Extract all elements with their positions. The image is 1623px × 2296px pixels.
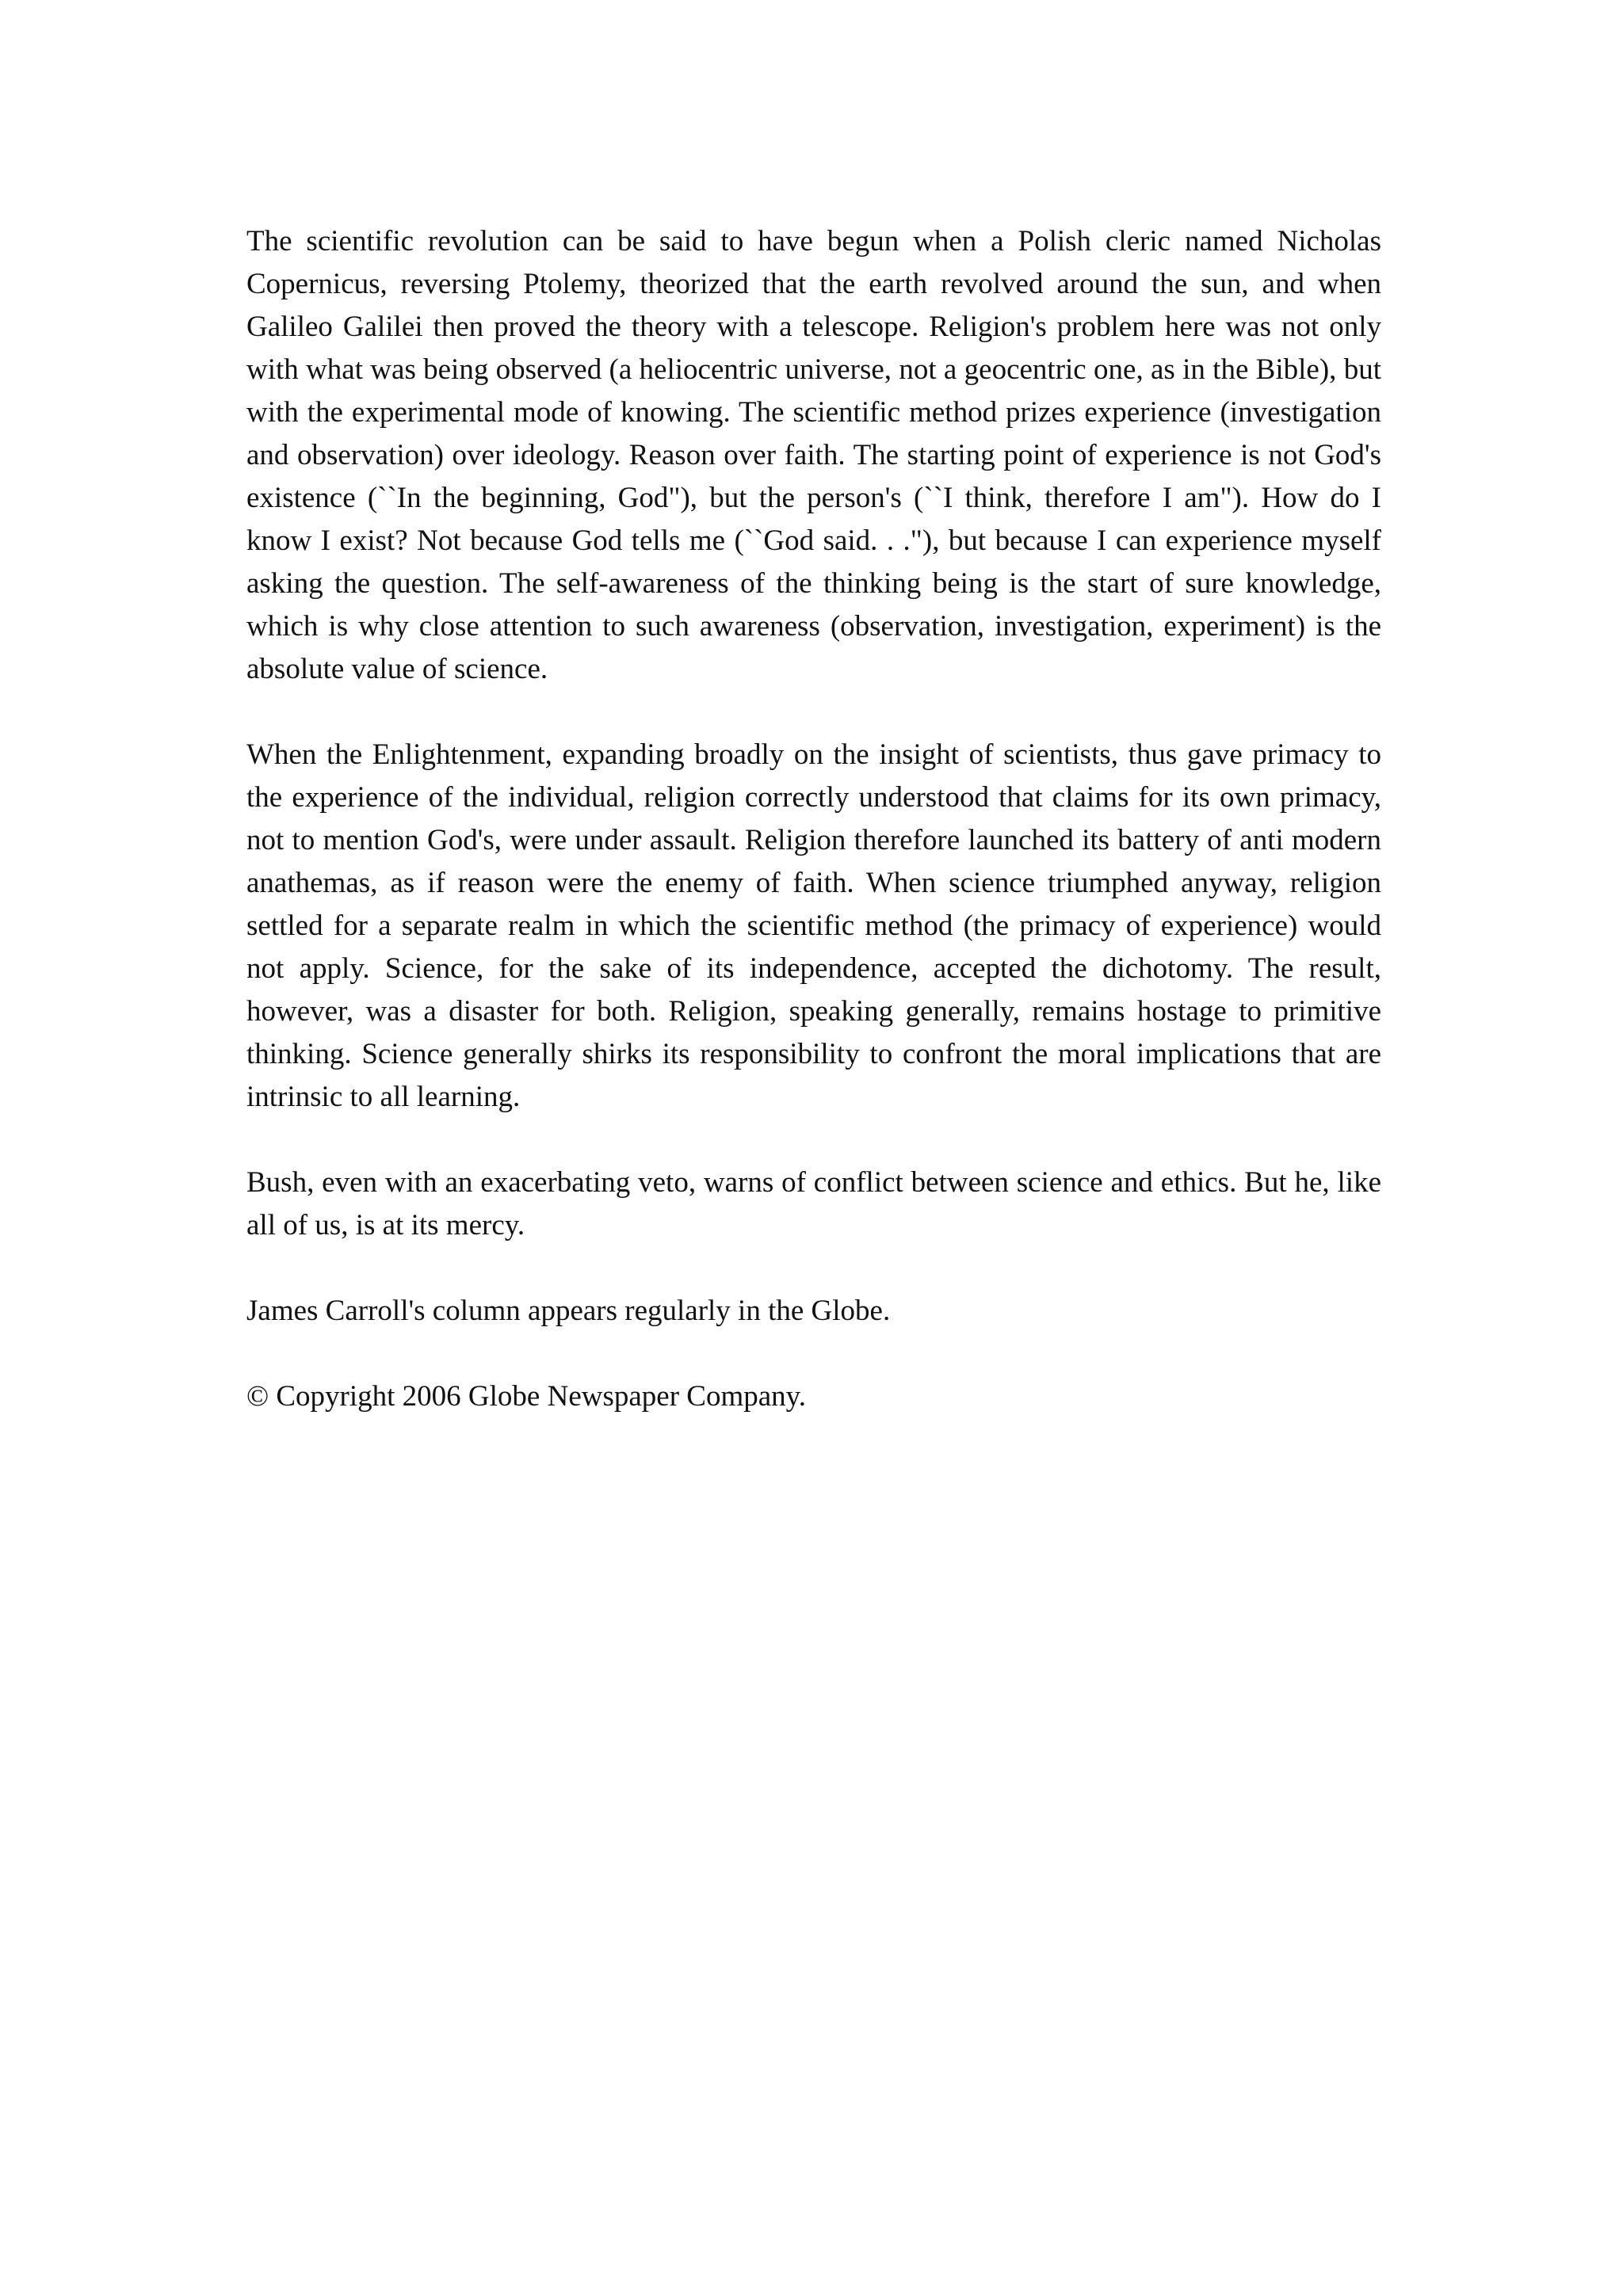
copyright-notice: © Copyright 2006 Globe Newspaper Company. <box>246 1380 806 1413</box>
article-body <box>246 220 1381 1418</box>
paragraph-bush-veto: Bush, even with an exacerbating veto, warns of conflict between science and ethics. But he, like all of us, is at its mercy. <box>246 1166 1381 1241</box>
author-note: James Carroll's column appears regularly in the Globe. <box>246 1295 891 1327</box>
paragraph-enlightenment: When the Enlightenment, expanding broadly on the insight of scientists, thus gave primacy to the experience of the individual, religion correctly understood that claims for its own primacy, not to mention God's, were under assault. Religion therefore launched its battery of anti modern anathemas, as if reason were the enemy of faith. When science triumphed anyway, religion settled for a separate realm in which the scientific method (the primacy of experience) would not apply. Science, for the sake of its independence, accepted the dichotomy. The result, however, was a disaster for both. Religion, speaking generally, remains hostage to primitive thinking. Science generally shirks its responsibility to confront the moral implications that are intrinsic to all learning. <box>246 738 1381 1113</box>
paragraph-scientific-revolution: The scientific revolution can be said to have begun when a Polish cleric named Nicholas Copernicus, reversing Ptolemy, theorized that the earth revolved around the sun, and when Galileo Galilei then proved the theory with a telescope. Religion's problem here was not only with what was being observed (a heliocentric universe, not a geocentric one, as in the Bible), but with the experimental mode of knowing. The scientific method prizes experience (investigation and observation) over ideology. Reason over faith. The starting point of experience is not God's existence (``In the beginning, God"), but the person's (``I think, therefore I am"). How do I know I exist? Not because God tells me (``God said. . ."), but because I can experience myself asking the question. The self-awareness of the thinking being is the start of sure knowledge, which is why close attention to such awareness (observation, investigation, experiment) is the absolute value of science. <box>246 225 1381 685</box>
